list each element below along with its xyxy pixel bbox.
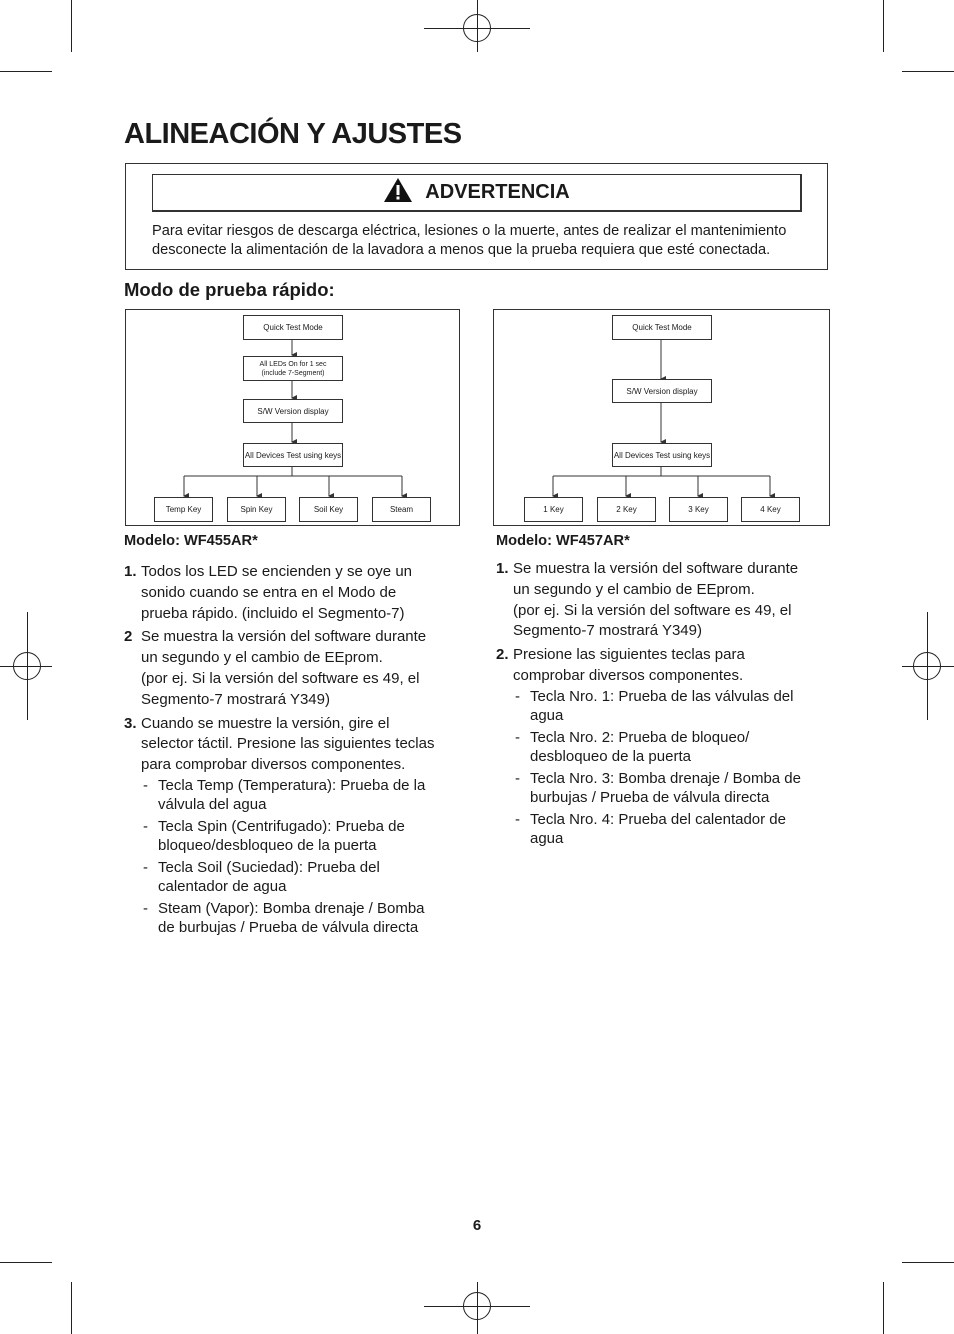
item-line: selector táctil. Presione las siguientes teclas bbox=[141, 735, 435, 753]
node-key: Soil Key bbox=[299, 497, 358, 522]
page-number: 6 bbox=[472, 1217, 482, 1234]
instructions-wf455ar bbox=[124, 562, 459, 941]
sub-list-item bbox=[513, 810, 831, 849]
item-number: 2 bbox=[124, 628, 133, 646]
warning-header bbox=[152, 174, 802, 212]
node-all-devices-test: All Devices Test using keys bbox=[243, 443, 343, 467]
item-line: Se muestra la versión del software durante bbox=[513, 560, 799, 577]
list-item bbox=[124, 627, 459, 710]
sub-item-line: Tecla Nro. 2: Prueba de bloqueo/ bbox=[530, 728, 750, 746]
item-line: (por ej. Si la versión del software es 49, el bbox=[141, 669, 420, 687]
item-line: para comprobar diversos componentes. bbox=[141, 756, 406, 774]
sub-item-line: de burbujas / Prueba de válvula directa bbox=[158, 919, 419, 937]
sub-list-item bbox=[513, 769, 831, 808]
item-number: 2. bbox=[496, 646, 509, 664]
node-key: 1 Key bbox=[524, 497, 583, 522]
sub-list-item bbox=[141, 899, 459, 938]
sub-item-line: agua bbox=[530, 707, 564, 725]
warning-triangle-icon bbox=[383, 177, 413, 208]
warning-box bbox=[125, 163, 828, 270]
node-sw-version-display: S/W Version display bbox=[612, 379, 712, 403]
sub-item-line: calentador de agua bbox=[158, 878, 287, 896]
node-all-leds-line: All LEDs On for 1 sec bbox=[259, 360, 327, 368]
sub-list-item bbox=[513, 728, 831, 767]
item-line: Segmento-7 mostrará Y349) bbox=[513, 622, 702, 640]
sub-list-item bbox=[141, 817, 459, 856]
node-key: Temp Key bbox=[154, 497, 213, 522]
item-line: prueba rápido. (incluido el Segmento-7) bbox=[141, 604, 405, 622]
model-label-wf455ar: Modelo: WF455AR* bbox=[124, 533, 258, 549]
dash: - bbox=[515, 728, 520, 746]
dash: - bbox=[515, 769, 520, 787]
sub-item-line: Tecla Temp (Temperatura): Prueba de la bbox=[158, 776, 426, 794]
sub-list-item bbox=[141, 858, 459, 897]
item-number: 1. bbox=[124, 563, 137, 580]
item-line: Presione las siguientes teclas para bbox=[513, 646, 745, 664]
node-key: 3 Key bbox=[669, 497, 728, 522]
dash: - bbox=[515, 810, 520, 828]
sub-item-line: agua bbox=[530, 830, 564, 848]
flowchart-connectors bbox=[494, 310, 831, 527]
list-item bbox=[496, 645, 831, 849]
page-title: ALINEACIÓN Y AJUSTES bbox=[124, 118, 462, 150]
sub-item-line: Tecla Spin (Centrifugado): Prueba de bbox=[158, 817, 405, 835]
flowchart-wf457ar bbox=[493, 309, 830, 526]
sub-item-line: bloqueo/desbloqueo de la puerta bbox=[158, 837, 377, 855]
item-line: Se muestra la versión del software durante bbox=[141, 628, 427, 646]
dash: - bbox=[143, 776, 148, 794]
dash: - bbox=[515, 687, 520, 705]
warning-text bbox=[152, 222, 812, 260]
node-key: 4 Key bbox=[741, 497, 800, 522]
item-number: 3. bbox=[124, 714, 137, 732]
warning-line: desconecte la alimentación de la lavadora a menos que la prueba requiera que esté conectada. bbox=[152, 242, 771, 258]
list-item bbox=[124, 562, 459, 624]
warning-heading: ADVERTENCIA bbox=[425, 181, 570, 203]
sub-item-line: burbujas / Prueba de válvula directa bbox=[530, 789, 770, 807]
dash: - bbox=[143, 858, 148, 876]
dash: - bbox=[143, 899, 148, 917]
model-label-wf457ar: Modelo: WF457AR* bbox=[496, 533, 630, 549]
node-quick-test-mode: Quick Test Mode bbox=[243, 315, 343, 340]
warning-line: Para evitar riesgos de descarga eléctrica, lesiones o la muerte, antes de realizar el mantenimiento bbox=[152, 223, 787, 239]
sub-item-line: Tecla Soil (Suciedad): Prueba del bbox=[158, 858, 380, 876]
node-quick-test-mode: Quick Test Mode bbox=[612, 315, 712, 340]
list-item bbox=[496, 559, 831, 642]
node-sw-version-display: S/W Version display bbox=[243, 399, 343, 423]
node-all-leds-line: (include 7-Segment) bbox=[261, 369, 325, 377]
list-item bbox=[124, 714, 459, 938]
item-line: Todos los LED se encienden y se oye un bbox=[141, 563, 413, 580]
item-line: Cuando se muestre la versión, gire el bbox=[141, 714, 390, 732]
item-line: comprobar diversos componentes. bbox=[513, 666, 744, 684]
sub-list-item bbox=[513, 687, 831, 726]
item-line: (por ej. Si la versión del software es 49, el bbox=[513, 601, 792, 619]
sub-list-item bbox=[141, 776, 459, 815]
node-all-devices-test: All Devices Test using keys bbox=[612, 443, 712, 467]
item-number: 1. bbox=[496, 560, 509, 577]
node-key: 2 Key bbox=[597, 497, 656, 522]
flowchart-wf455ar bbox=[125, 309, 460, 526]
node-all-leds-on bbox=[243, 356, 343, 381]
sub-item-line: desbloqueo de la puerta bbox=[530, 748, 691, 766]
node-key: Steam bbox=[372, 497, 431, 522]
sub-item-line: Tecla Nro. 4: Prueba del calentador de bbox=[530, 810, 786, 828]
item-line: un segundo y el cambio de EEprom. bbox=[141, 649, 383, 667]
sub-item-line: Tecla Nro. 3: Bomba drenaje / Bomba de bbox=[530, 769, 801, 787]
dash: - bbox=[143, 817, 148, 835]
sub-item-line: Tecla Nro. 1: Prueba de las válvulas del bbox=[530, 687, 794, 705]
instructions-wf457ar bbox=[496, 559, 831, 852]
item-line: Segmento-7 mostrará Y349) bbox=[141, 690, 330, 708]
node-key: Spin Key bbox=[227, 497, 286, 522]
sub-item-line: válvula del agua bbox=[158, 796, 267, 814]
section-title: Modo de prueba rápido: bbox=[124, 279, 335, 300]
item-line: sonido cuando se entra en el Modo de bbox=[141, 583, 397, 601]
sub-item-line: Steam (Vapor): Bomba drenaje / Bomba bbox=[158, 899, 425, 917]
item-line: un segundo y el cambio de EEprom. bbox=[513, 580, 755, 598]
